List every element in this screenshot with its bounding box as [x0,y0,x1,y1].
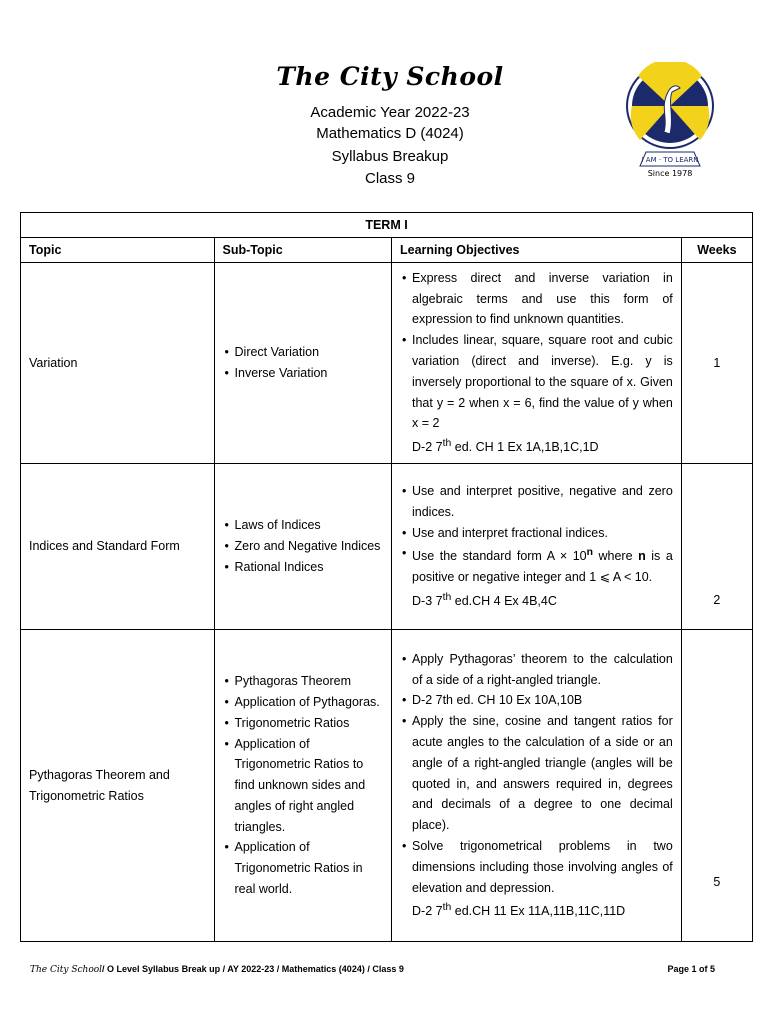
objective-item: • Solve trigonometrical problems in two dimensions including those involving angles of elevation and depression. [400,836,673,898]
weeks-cell: 2 [681,464,752,630]
header-subtopic: Sub-Topic [214,238,391,263]
class-label: Class 9 [364,170,416,187]
objective-item: • Use the standard form $A \times 10^n$ where n is a positive or negative integer and 1 ⩽ A < 10. [400,543,673,588]
document-title: Syllabus Breakup [331,148,449,165]
subtopic-item: • Trigonometric Ratios [223,713,383,734]
subtopic-item: • Pythagoras Theorem [223,671,383,692]
footer-text: / O Level Syllabus Break up / AY 2022-23 / Mathematics (4024) / Class 9 [102,964,404,974]
subtopic-item: • Inverse Variation [223,363,383,384]
school-logo [624,62,716,180]
page-footer [30,964,730,975]
topic-cell: Variation [21,263,215,464]
academic-year: Academic Year 2022-23 [310,104,470,121]
subtopic-item: • Laws of Indices [223,515,383,536]
objective-item: • Apply Pythagoras’ theorem to the calculation of a side of a right-angled triangle. [400,649,673,691]
logo-since: Since 1978 [647,169,693,178]
subtopic-item: • Application of Pythagoras. [223,692,383,713]
footer-school: The City School [30,965,103,975]
objective-item: • Includes linear, square, square root and cubic variation (direct and inverse). E.g. y is inversely proportional to the square of x. Given that y = 2 when x = 6, find the value of y when x = 2 [400,330,673,434]
logo-motto: I AM · TO LEARN [641,156,699,164]
school-name-title: The City School [276,62,504,91]
weeks-cell: 1 [681,263,752,464]
header-objectives: Learning Objectives [392,238,682,263]
textbook-reference: D-3 7th ed.CH 4 Ex 4B,4C [412,592,557,609]
textbook-reference: D-2 7th ed.CH 11 Ex 11A,11B,11C,11D [412,902,626,919]
subtopic-item: • Zero and Negative Indices [223,536,383,557]
objective-item: • D-2 7th ed. CH 10 Ex 10A,10B [400,690,673,711]
header-weeks: Weeks [681,238,752,263]
objective-item: • Use and interpret fractional indices. [400,523,673,544]
objective-item: • Use and interpret positive, negative and zero indices. [400,481,673,523]
textbook-reference: D-2 7th ed. CH 1 Ex 1A,1B,1C,1D [412,438,599,455]
table-row [21,263,753,464]
term-heading: TERM I [21,213,753,238]
subtopic-item: • Direct Variation [223,342,383,363]
subtopic-item: • Application of Trigonometric Ratios to find unknown sides and angles of right angled triangles. [223,734,383,838]
page-number: Page 1 of 5 [667,964,715,974]
objectives-cell [392,263,682,464]
subtopic-cell [214,263,391,464]
table-row [21,464,753,630]
objective-item: • Express direct and inverse variation in algebraic terms and use this form of expression to find unknown quantities. [400,268,673,330]
subtopic-cell [214,630,391,942]
subtopic-item: • Application of Trigonometric Ratios in real world. [223,837,383,899]
objective-item: • Apply the sine, cosine and tangent ratios for acute angles to the calculation of a side or an angle of a right-angled triangle (angles will be quoted in, and answers required in, degrees and decimals of a degree to one decimal place). [400,711,673,836]
objectives-cell [392,464,682,630]
objectives-cell [392,630,682,942]
topic-cell: Indices and Standard Form [21,464,215,630]
subtopic-item: • Rational Indices [223,557,383,578]
weeks-cell: 5 [681,630,752,942]
syllabus-table [20,212,753,942]
subject-title: Mathematics D (4024) [316,125,464,142]
table-row [21,630,753,942]
subtopic-cell [214,464,391,630]
header-topic: Topic [21,238,215,263]
topic-cell: Pythagoras Theorem and Trigonometric Ratios [21,630,215,942]
